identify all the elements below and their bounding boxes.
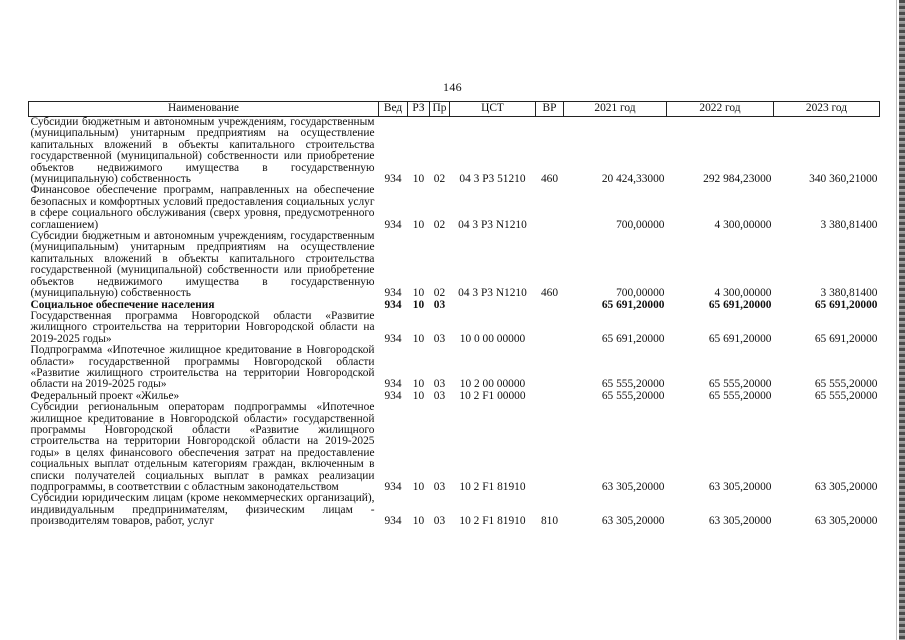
header-2023: 2023 год (774, 102, 880, 117)
cell-cst: 04 3 Р3 N1210 (458, 287, 527, 300)
cell-ved: 934 (384, 218, 402, 231)
cell-y2021: 65 691,20000 (601, 332, 665, 345)
cell-y2022: 65 555,20000 (708, 389, 772, 402)
cell-y2023: 3 380,81400 (820, 287, 878, 300)
cell-ved: 934 (384, 173, 402, 186)
cell-vr (536, 402, 564, 493)
cell-y2022: 63 305,20000 (708, 481, 772, 493)
cell-ved: 934 (384, 287, 402, 300)
cell-cst: 10 2 F1 81910 (459, 481, 526, 493)
cell-pr: 03 (433, 481, 446, 493)
cell-rz: 10 (412, 287, 425, 300)
cell-pr: 02 (433, 173, 446, 186)
cell-cst (450, 300, 536, 311)
header-cst: ЦСТ (450, 102, 536, 117)
cell-pr: 02 (433, 287, 446, 300)
table-row (29, 345, 880, 391)
cell-y2023: 65 555,20000 (814, 378, 878, 391)
header-2021: 2021 год (564, 102, 667, 117)
cell-y2023: 65 555,20000 (814, 389, 878, 402)
cell-rz: 10 (412, 332, 425, 345)
cell-ved: 934 (384, 481, 402, 493)
cell-pr: 03 (433, 298, 446, 311)
cell-pr: 03 (433, 389, 446, 402)
table-row (29, 493, 880, 527)
cell-vr (536, 311, 564, 345)
cell-name: Субсидии юридическим лицам (кроме некоммерческих организаций), индивидуальным предпринимателям, физическим лицам - производителям товаров, работ, услуг (30, 492, 375, 528)
cell-y2021: 700,00000 (616, 218, 665, 231)
cell-vr: 460 (540, 173, 559, 186)
header-2022: 2022 год (667, 102, 774, 117)
cell-name: Субсидии бюджетным и автономным учреждениям, государственным (муниципальным) унитарным предприятиям на осуществление капитальных вложений в объекты капитального строительства государственной (муниципальной) собственности или приобретение объектов недвижимого имущества в государственную (муниципальную) собственность (30, 116, 375, 186)
cell-rz: 10 (412, 218, 425, 231)
header-name: Наименование (29, 102, 379, 117)
cell-cst: 10 2 F1 00000 (459, 389, 526, 402)
scan-edge-line (896, 0, 897, 640)
cell-y2022: 65 555,20000 (708, 378, 772, 391)
cell-rz: 10 (412, 389, 425, 402)
header-pr: Пр (430, 102, 450, 117)
cell-rz: 10 (412, 173, 425, 186)
header-row (29, 102, 880, 117)
cell-ved: 934 (384, 332, 402, 345)
cell-name: Федеральный проект «Жилье» (30, 389, 180, 402)
cell-y2021: 63 305,20000 (601, 481, 665, 493)
cell-y2022: 65 691,20000 (708, 298, 772, 311)
cell-vr: 460 (540, 287, 559, 300)
table-row (29, 185, 880, 231)
cell-ved: 934 (384, 389, 402, 402)
scan-edge (899, 0, 905, 640)
cell-cst: 04 3 Р3 N1210 (458, 218, 527, 231)
cell-y2023: 65 691,20000 (814, 332, 878, 345)
cell-y2021: 65 555,20000 (601, 389, 665, 402)
table-row (29, 402, 880, 493)
cell-y2021: 700,00000 (616, 287, 665, 300)
cell-pr: 03 (433, 515, 446, 528)
cell-rz: 10 (412, 515, 425, 528)
cell-y2022: 292 984,23000 (703, 173, 772, 186)
cell-name: Государственная программа Новгородской области «Развитие жилищного строительства на территории Новгородской области на 2019-2025 годы» (30, 309, 375, 345)
cell-vr (536, 185, 564, 231)
cell-cst: 10 0 00 00000 (459, 332, 526, 345)
cell-y2021: 20 424,33000 (601, 173, 665, 186)
cell-y2022: 4 300,00000 (714, 218, 772, 231)
budget-table (28, 101, 880, 528)
cell-vr (536, 300, 564, 311)
cell-vr: 810 (540, 515, 559, 528)
cell-y2021: 65 555,20000 (601, 378, 665, 391)
cell-y2023: 65 691,20000 (814, 298, 878, 311)
cell-pr: 03 (433, 378, 446, 391)
cell-name: Подпрограмма «Ипотечное жилищное кредитование в Новгородской области» государственной программы Новгородской области «Развитие жилищного строительства на территории Новгородской области на 2019-2025 годы» (30, 344, 375, 391)
cell-name: Финансовое обеспечение программ, направленных на обеспечение безопасных и комфортных условий предоставления социальных услуг в сфере социального обслуживания (сверх уровня, предусмотренного соглашением) (30, 184, 375, 231)
cell-y2021: 63 305,20000 (601, 515, 665, 528)
cell-ved: 934 (384, 515, 402, 528)
page-number: 146 (443, 80, 462, 94)
cell-rz: 10 (412, 378, 425, 391)
table-row (29, 311, 880, 345)
table-body (29, 117, 880, 528)
cell-pr: 03 (433, 332, 446, 345)
cell-pr: 02 (433, 218, 446, 231)
cell-y2023: 340 360,21000 (809, 173, 878, 186)
cell-vr (536, 391, 564, 402)
table-row (29, 117, 880, 186)
cell-name: Субсидии бюджетным и автономным учреждениям, государственным (муниципальным) унитарным предприятиям на осуществление капитальных вложений в объекты капитального строительства государственной (муниципальной) собственности или приобретение объектов недвижимого имущества в государственную (муниципальную) собственность (30, 230, 375, 300)
cell-ved: 934 (384, 298, 402, 311)
cell-vr (536, 345, 564, 391)
header-ved: Вед (379, 102, 408, 117)
cell-y2023: 3 380,81400 (820, 218, 878, 231)
cell-y2022: 4 300,00000 (714, 287, 772, 300)
cell-y2023: 63 305,20000 (814, 481, 878, 493)
cell-y2023: 63 305,20000 (814, 515, 878, 528)
cell-name: Субсидии региональным операторам подпрограммы «Ипотечное жилищное кредитование в Новгородской области» государственной программы Новгородской области «Развитие жилищного строительства на территории Новгородской области на 2019-2025 годы» в целях финансового обеспечения затрат на предоставление социальных выплат отдельным категориям граждан, включенным в списки получателей социальных выплат в рамках реализации подпрограммы, в соответствии с областным законодательством (30, 401, 375, 493)
cell-rz: 10 (412, 298, 425, 311)
header-vr: ВР (536, 102, 564, 117)
cell-y2021: 65 691,20000 (601, 298, 665, 311)
cell-y2022: 63 305,20000 (708, 515, 772, 528)
cell-cst: 10 2 F1 81910 (459, 515, 526, 528)
header-rz: РЗ (408, 102, 430, 117)
table-row (29, 231, 880, 299)
cell-ved: 934 (384, 378, 402, 391)
cell-rz: 10 (412, 481, 425, 493)
cell-name: Социальное обеспечение населения (30, 298, 215, 311)
cell-cst: 10 2 00 00000 (459, 378, 526, 391)
cell-y2022: 65 691,20000 (708, 332, 772, 345)
cell-cst: 04 3 Р3 51210 (459, 173, 526, 186)
